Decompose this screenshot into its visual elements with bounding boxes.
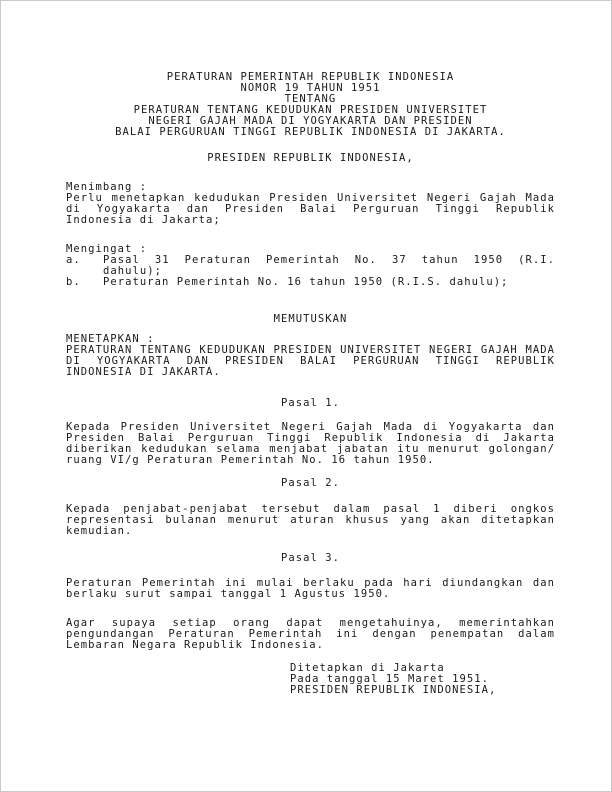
- line-text: Presiden Balai Perguruan Tinggi Republik Indonesia di Jakarta: [66, 432, 555, 445]
- mengingat-section: [66, 244, 555, 288]
- pasal-3-heading-line: [66, 553, 555, 564]
- memutuskan-heading-line: [66, 314, 555, 325]
- line-text: Kepada Presiden Universitet Negeri Gajah Mada di Yogyakarta dan: [66, 421, 555, 433]
- title-block-line: [66, 127, 555, 138]
- line-text: BALAI PERGURUAN TINGGI REPUBLIK INDONESIA DI JAKARTA.: [115, 126, 506, 139]
- line-text: MEMUTUSKAN: [273, 313, 348, 325]
- line-text: pengundangan Peraturan Pemerintah ini dengan penempatan dalam: [66, 628, 555, 641]
- line-text: berlaku surut sampai tanggal 1 Agustus 1950.: [66, 588, 391, 601]
- line-text: Agar supaya setiap orang dapat mengetahuinya, memerintahkan: [66, 617, 555, 629]
- pasal-1-body: [66, 422, 555, 466]
- line-text: DI YOGYAKARTA DAN PRESIDEN BALAI PERGURUAN TINGGI REPUBLIK: [66, 355, 555, 368]
- menimbang-section: [66, 182, 555, 226]
- line-text: PERATURAN TENTANG KEDUDUKAN PRESIDEN UNIVERSITET: [133, 104, 488, 117]
- pasal-3-body: [66, 578, 555, 600]
- pasal-2-heading: [66, 478, 555, 489]
- pasal-2-body-line: [66, 515, 555, 526]
- line-text: Peraturan Pemerintah No. 16 tahun 1950 (R.I.S. dahulu);: [103, 276, 509, 289]
- pasal-3-body-line: [66, 589, 555, 600]
- line-text: NEGERI GAJAH MADA DI YOGYAKARTA DAN PRESIDEN: [148, 115, 473, 128]
- line-text: Ditetapkan di Jakarta: [290, 662, 445, 674]
- salutation: [66, 153, 555, 164]
- line-text: PRESIDEN REPUBLIK INDONESIA,: [290, 684, 497, 697]
- closing-paragraph-line: [66, 640, 555, 651]
- line-text: NOMOR 19 TAHUN 1951: [240, 82, 381, 95]
- line-text: Pasal 31 Peraturan Pemerintah No. 37 tahun 1950 (R.I.: [103, 254, 555, 267]
- line-text: Pada tanggal 15 Maret 1951.: [290, 673, 490, 686]
- menetapkan-section: [66, 334, 555, 378]
- pasal-2-heading-line: [66, 478, 555, 489]
- menimbang-section-line: [66, 215, 555, 226]
- line-text: PERATURAN PEMERINTAH REPUBLIK INDONESIA: [166, 71, 455, 83]
- line-text: Peraturan Pemerintah ini mulai berlaku pada hari diundangkan dan: [66, 577, 555, 589]
- line-text: PERATURAN TENTANG KEDUDUKAN PRESIDEN UNIVERSITET NEGERI GAJAH MADA: [66, 344, 555, 357]
- mengingat-section-line: [66, 277, 555, 288]
- line-text: kemudian.: [66, 525, 133, 538]
- line-text: Pasal 3.: [281, 552, 340, 564]
- closing-paragraph: [66, 618, 555, 651]
- line-text: diberikan kedudukan selama menjabat jabatan itu menurut golongan/: [66, 443, 555, 456]
- signature-block-line: [290, 685, 540, 696]
- line-text: INDONESIA DI JAKARTA.: [66, 366, 221, 379]
- title-block: [66, 72, 555, 139]
- list-item-label: a.: [66, 254, 81, 267]
- pasal-2-body: [66, 504, 555, 537]
- line-text: Indonesia di Jakarta;: [66, 214, 221, 227]
- pasal-2-body-line: [66, 526, 555, 537]
- line-text: Pasal 2.: [281, 477, 340, 489]
- line-text: TENTANG: [284, 93, 337, 106]
- signature-block: [290, 663, 540, 696]
- salutation-line: [66, 153, 555, 164]
- list-item-label: b.: [66, 276, 81, 289]
- line-text: dahulu);: [103, 265, 162, 278]
- line-text: Kepada penjabat-penjabat tersebut dalam pasal 1 diberi ongkos: [66, 503, 555, 515]
- line-text: MENETAPKAN :: [66, 333, 155, 345]
- line-text: Mengingat :: [66, 243, 148, 255]
- line-text: Menimbang :: [66, 181, 148, 193]
- line-text: Lembaran Negara Republik Indonesia.: [66, 639, 325, 652]
- pasal-1-body-line: [66, 455, 555, 466]
- line-text: di Yogyakarta dan Presiden Balai Perguruan Tinggi Republik: [66, 203, 555, 216]
- line-text: Pasal 1.: [281, 397, 340, 409]
- line-text: PRESIDEN REPUBLIK INDONESIA,: [207, 152, 414, 164]
- menetapkan-section-line: [66, 367, 555, 378]
- line-text: Perlu menetapkan kedudukan Presiden Universitet Negeri Gajah Mada: [66, 192, 555, 205]
- memutuskan-heading: [66, 314, 555, 325]
- line-text: ruang VI/g Peraturan Pemerintah No. 16 tahun 1950.: [66, 454, 435, 467]
- pasal-1-heading-line: [66, 398, 555, 409]
- pasal-3-heading: [66, 553, 555, 564]
- line-text: representasi bulanan menurut aturan khusus yang akan ditetapkan: [66, 514, 555, 527]
- pasal-1-heading: [66, 398, 555, 409]
